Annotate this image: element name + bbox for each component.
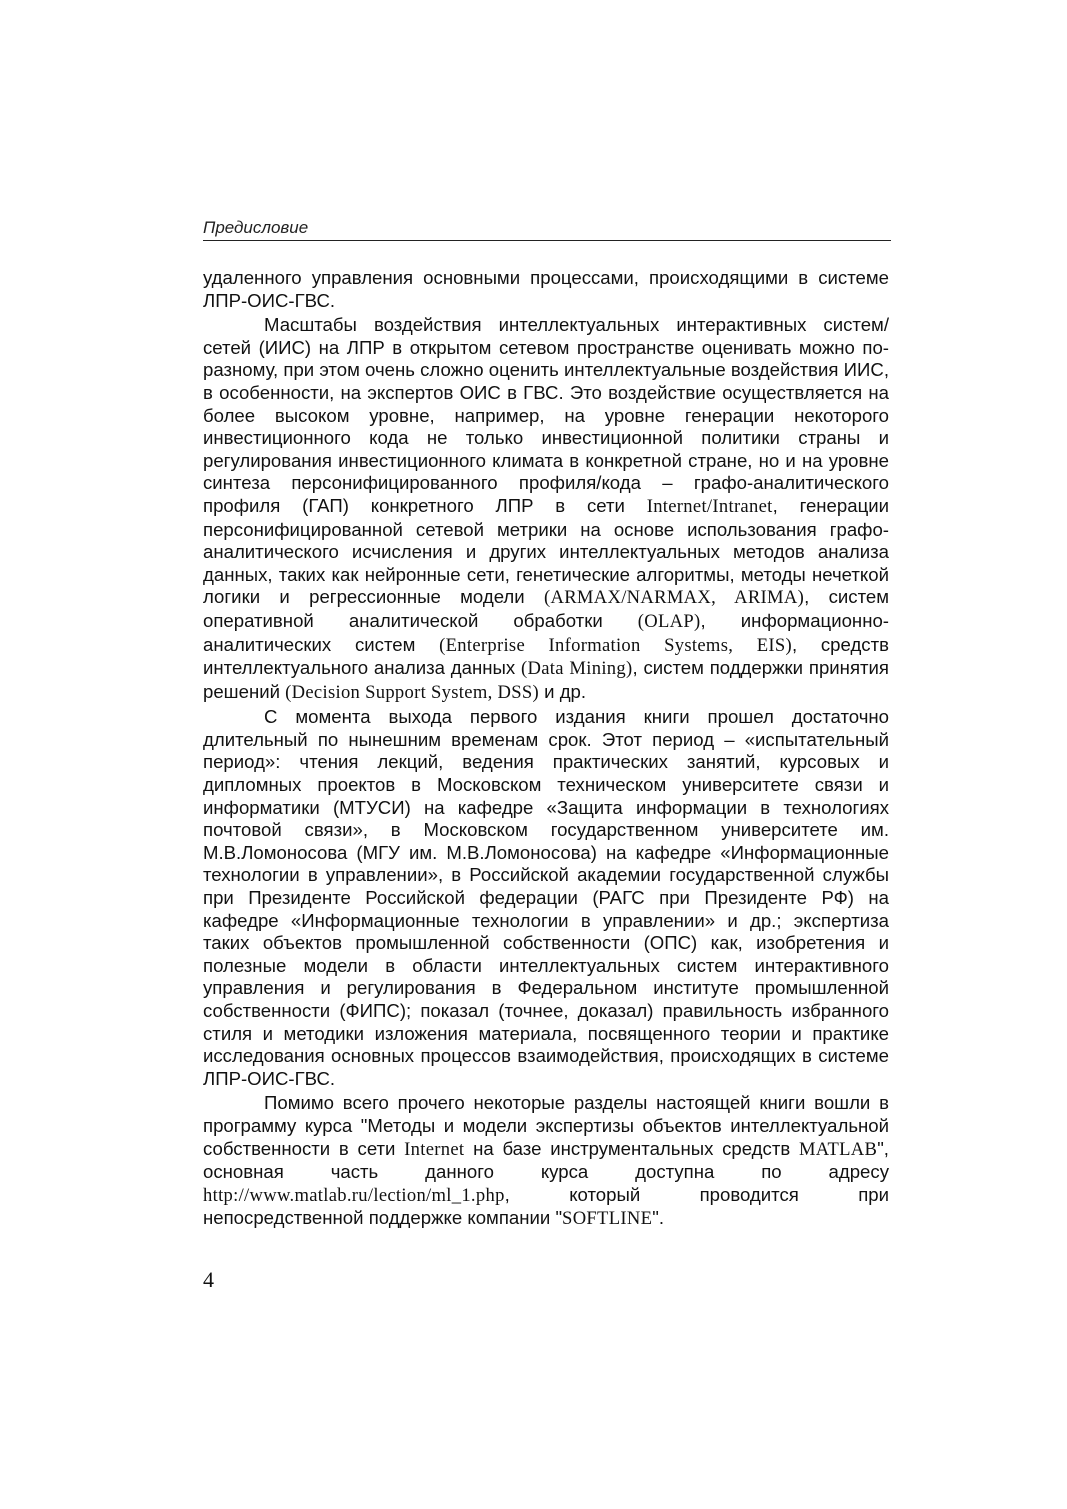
text-run: и др. (538, 680, 587, 702)
text-run: ". (652, 1207, 665, 1229)
text-run: ", основная часть данного курса доступна по адресу (203, 1137, 889, 1183)
text-run: Помимо всего прочего некоторые разделы настоящей книги вошли в программу курса "Методы и модели экспертизы объектов интеллектуальной собственности в сети (203, 1092, 889, 1159)
latin-term: MATLAB (798, 1138, 878, 1160)
latin-term: (OLAP) (637, 610, 701, 632)
text-run: , который проводится при непосредственной поддержке компании " (203, 1183, 889, 1229)
latin-term: Internet/Intranet (646, 495, 773, 517)
page-number: 4 (203, 1267, 214, 1292)
running-header (203, 218, 891, 241)
text-run: , средств интеллектуального анализа данных (203, 633, 889, 679)
paragraph-continuation (203, 267, 889, 312)
paragraph-course-program (203, 1092, 889, 1231)
text-run: С момента выхода первого издания книги прошел достаточно длительный по нынешним временам срок. Этот период – «испытательный период»: чтения лекций, ведения практических занятий, курсовых и дипломных проектов в Московском техническом университете связи и информатики (МТУСИ) на кафедре «Защита информации в технологиях почтовой связи», в Московском государственном университете им. М.В.Ломоносова (МГУ им. М.В.Ломоносова) на кафедре «Информационные технологии в управлении», в Российской академии государственной службы при Президенте Российской федерации (РАГС при Президенте РФ) на кафедре «Информационные технологии в управлении» и др.; экспертиза таких объектов промышленной собственности (ОПС) как, изобретения и полезные модели в области интеллектуальных систем интерактивного управления и регулирования в Федеральном институте промышленной собственности (ФИПС); показал (точнее, доказал) правильность избранного стиля и методики изложения материала, посвященного теории и практике исследования основных процессов взаимодействия, происходящих в системе ЛПР-ОИС-ГВС. (203, 706, 889, 1089)
paragraph-scale-of-impact (203, 314, 889, 704)
paragraph-first-edition (203, 706, 889, 1090)
text-run: , информационно-аналитических систем (203, 609, 889, 655)
latin-term: SOFTLINE (562, 1208, 653, 1230)
body-text (203, 267, 889, 1231)
latin-term: (Data Mining) (521, 658, 633, 680)
latin-term: http://www.matlab.ru/lection/ml_1.php (203, 1184, 505, 1206)
latin-term: (Decision Support System, DSS) (285, 681, 539, 703)
text-run: , генерации персонифицированной сетевой метрики на основе использования графо-аналитического исчисления и других интеллектуальных методов анализа данных, таких как нейронные сети, генетические алгоритмы, методы нечеткой логики и регрессионные модели (203, 494, 890, 608)
text-run: Масштабы воздействия интеллектуальных интерактивных систем/сетей (ИИС) на ЛПР в открытом сетевом пространстве оценивать можно по-разному, при этом очень сложно оценить интеллектуальные воздействия ИИС, в особенности, на экспертов ОИС в ГВС. Это воздействие осуществляется на более высоком уровне, например, на уровне генерации некоторого инвестиционного кода не только инвестиционной политики страны и регулирования инвестиционного климата в конкретной стране, но и на уровне синтеза персонифицированного профиля/кода – графо-аналитического профиля (ГАП) конкретного ЛПР в сети (203, 314, 889, 516)
text-run: удаленного управления основными процессами, происходящими в системе ЛПР-ОИС-ГВС. (203, 267, 889, 311)
text-run: на базе инструментальных средств (464, 1137, 799, 1159)
section-title: Предисловие (203, 218, 309, 237)
text-run: , систем оперативной аналитической обработки (203, 586, 890, 631)
latin-term: (ARMAX/NARMAX, ARIMA) (543, 587, 805, 609)
latin-term: (Enterprise Information Systems, EIS) (439, 634, 792, 656)
latin-term: Internet (404, 1138, 465, 1160)
text-run: , систем поддержки принятия решений (203, 657, 889, 702)
